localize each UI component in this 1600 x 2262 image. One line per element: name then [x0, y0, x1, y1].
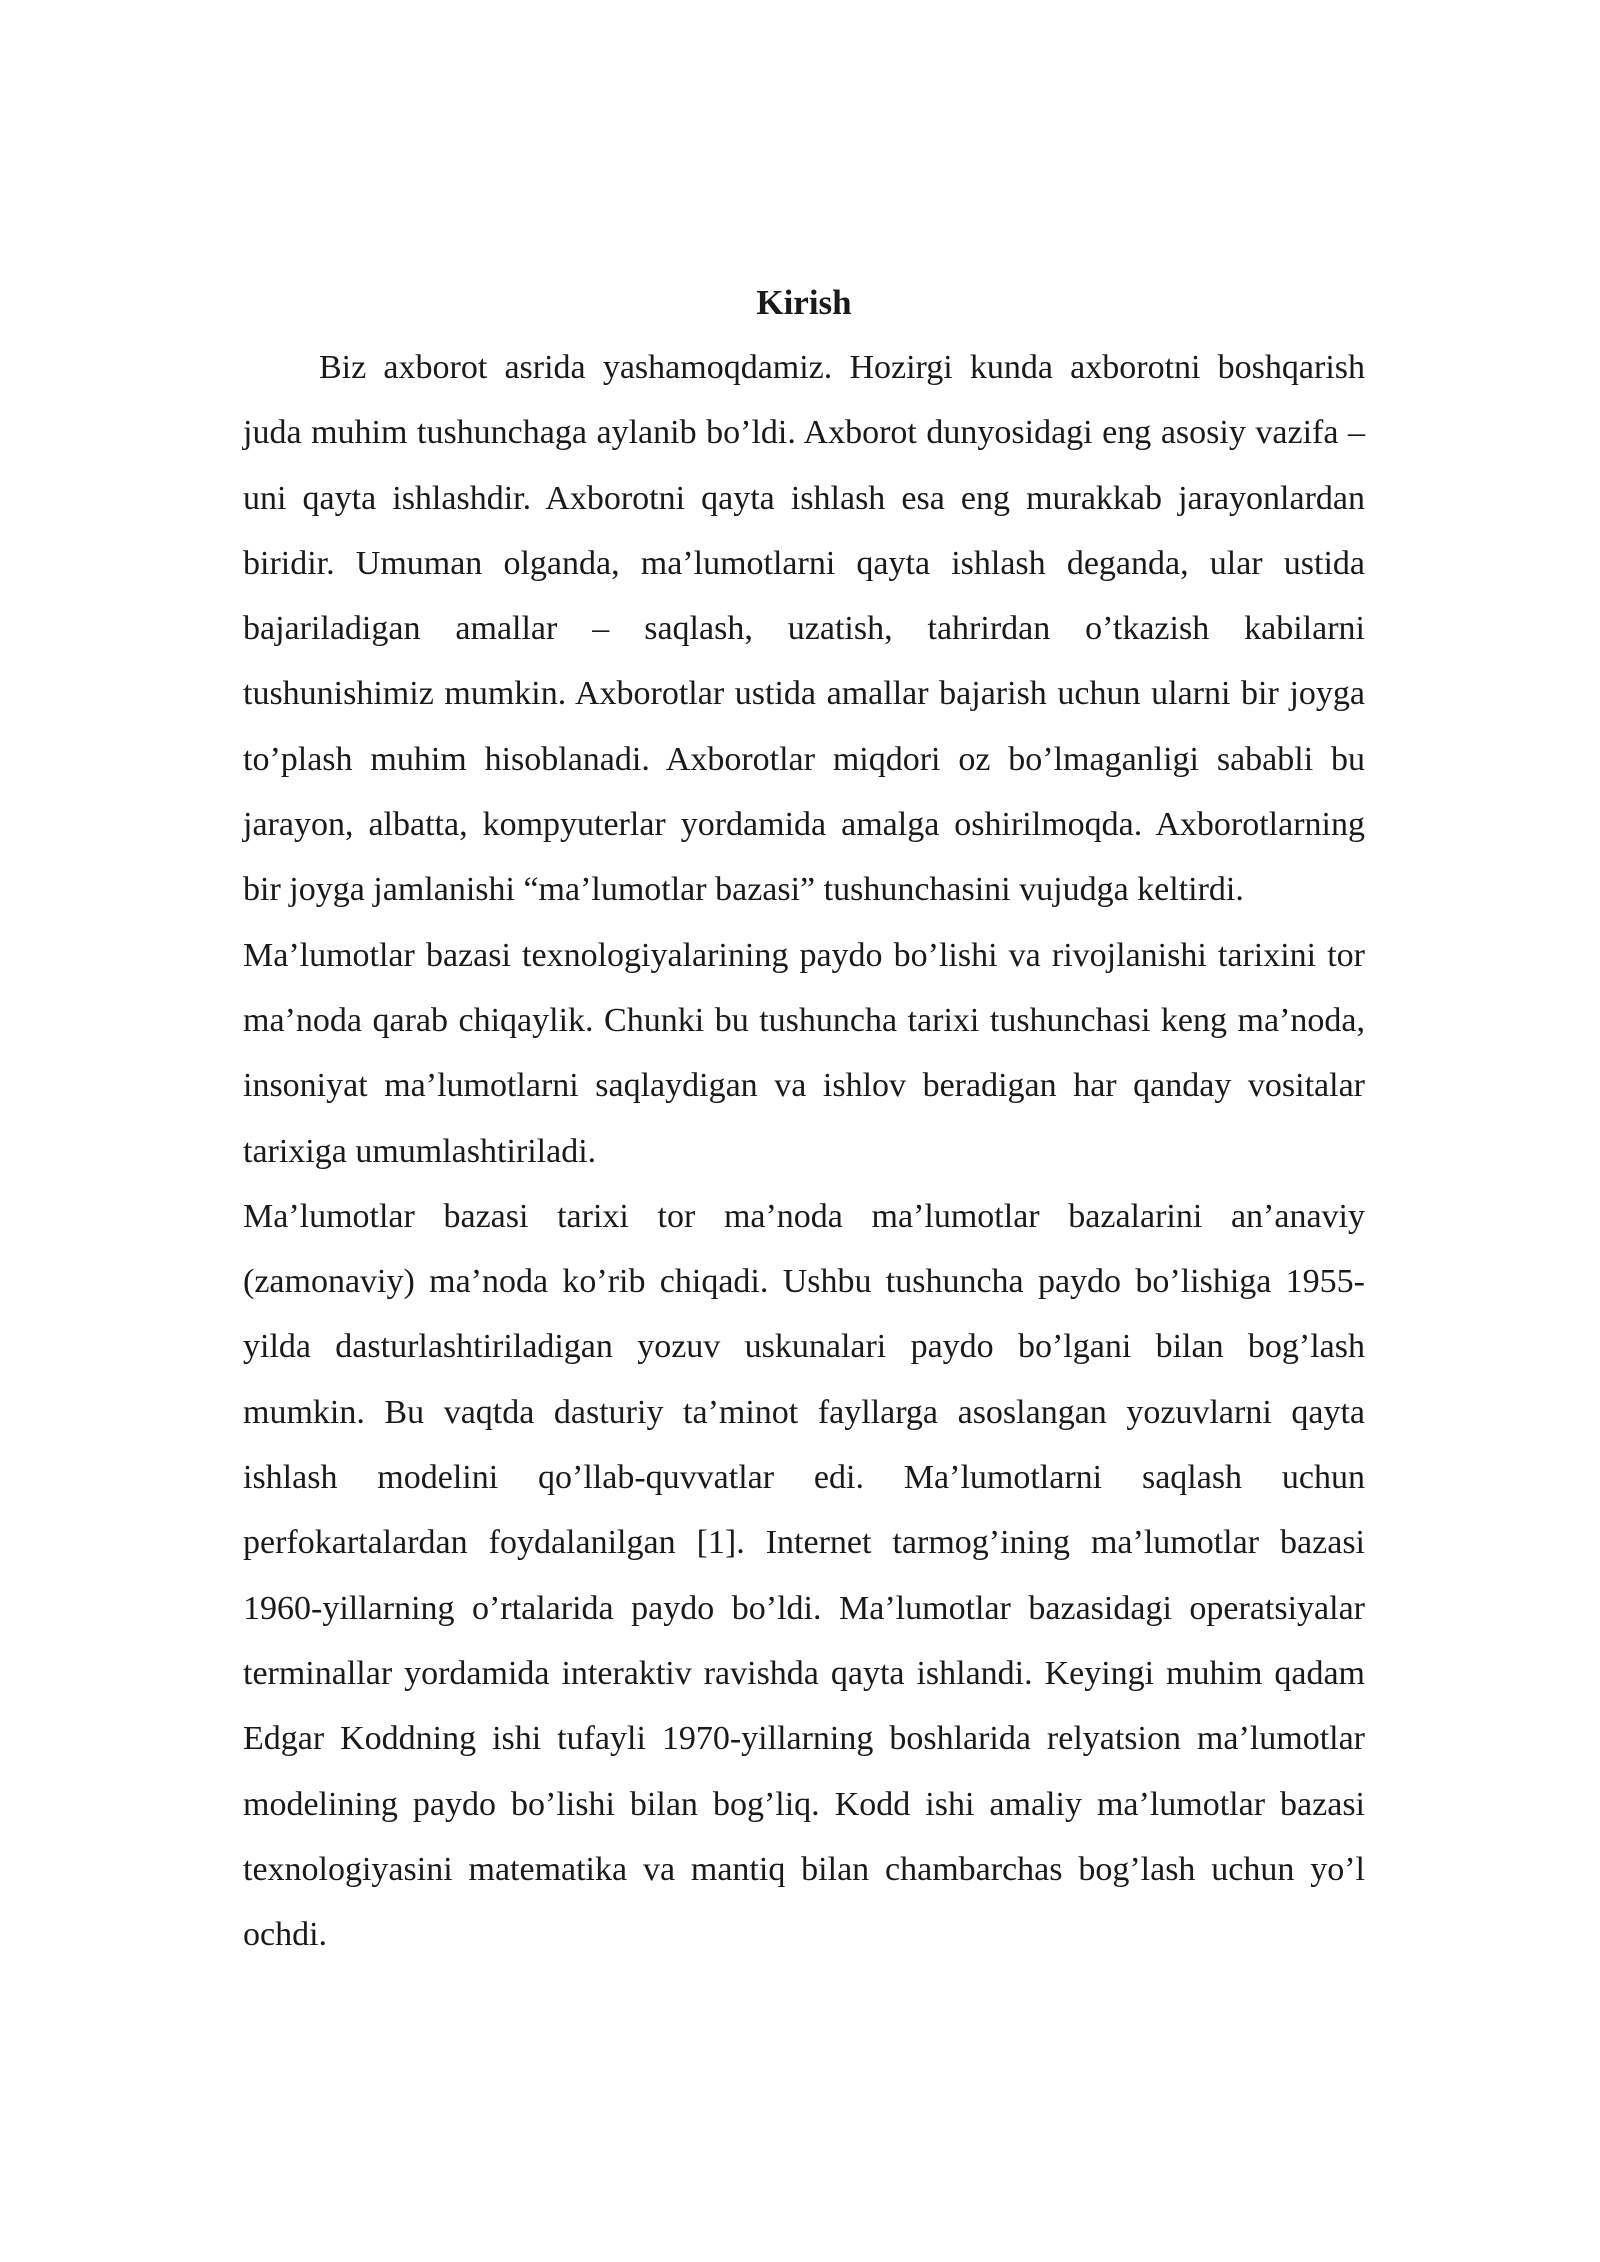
paragraph-history-details: Ma’lumotlar bazasi tarixi tor ma’noda ma’lumotlar bazalarini an’anaviy (zamonaviy) ma’noda ko’rib chiqadi. Ushbu tushuncha paydo bo’lishiga 1955-yilda dasturlashtiriladigan yozuv uskunalari paydo bo’lgani bilan bog’lash mumkin. Bu vaqtda dasturiy ta’minot fayllarga asoslangan yozuvlarni qayta ishlash modelini qo’llab-quvvatlar edi. Ma’lumotlarni saqlash uchun perfokartalardan foydalanilgan [1]. Internet tarmog’ining ma’lumotlar bazasi 1960-yillarning o’rtalarida paydo bo’ldi. Ma’lumotlar bazasidagi operatsiyalar terminallar yordamida interaktiv ravishda qayta ishlandi. Keyingi muhim qadam Edgar Koddning ishi tufayli 1970-yillarning boshlarida relyatsion ma’lumotlar modelining paydo bo’lishi bilan bog’liq. Kodd ishi amaliy ma’lumotlar bazasi texnologiyasini matematika va mantiq bilan chambarchas bog’lash uchun yo’l ochdi. — [243, 1197, 1365, 1954]
paragraph-intro: Biz axborot asrida yashamoqdamiz. Hozirgi kunda axborotni boshqarish juda muhim tushunchaga aylanib bo’ldi. Axborot dunyosidagi eng asosiy vazifa – uni qayta ishlashdir. Axborotni qayta ishlash esa eng murakkab jarayonlardan biridir. Umuman olganda, ma’lumotlarni qayta ishlash deganda, ular ustida bajariladigan amallar – saqlash, uzatish, tahrirdan o’tkazish kabilarni tushunishimiz mumkin. Axborotlar ustida amallar bajarish uchun ularni bir joyga to’plash muhim hisoblanadi. Axborotlar miqdori oz bo’lmaganligi sababli bu jarayon, albatta, kompyuterlar yordamida amalga oshirilmoqda. Axborotlarning bir joyga jamlanishi “ma’lumotlar bazasi” tushunchasini vujudga keltirdi. — [243, 349, 1365, 909]
document-body — [243, 270, 1365, 1967]
paragraph-history-narrow: Ma’lumotlar bazasi texnologiyalarining paydo bo’lishi va rivojlanishi tarixini tor ma’noda qarab chiqaylik. Chunki bu tushuncha tarixi tushunchasi keng ma’noda, insoniyat ma’lumotlarni saqlaydigan va ishlov beradigan har qanday vositalar tarixiga umumlashtiriladi. — [243, 936, 1365, 1170]
page-title: Kirish — [756, 283, 852, 322]
